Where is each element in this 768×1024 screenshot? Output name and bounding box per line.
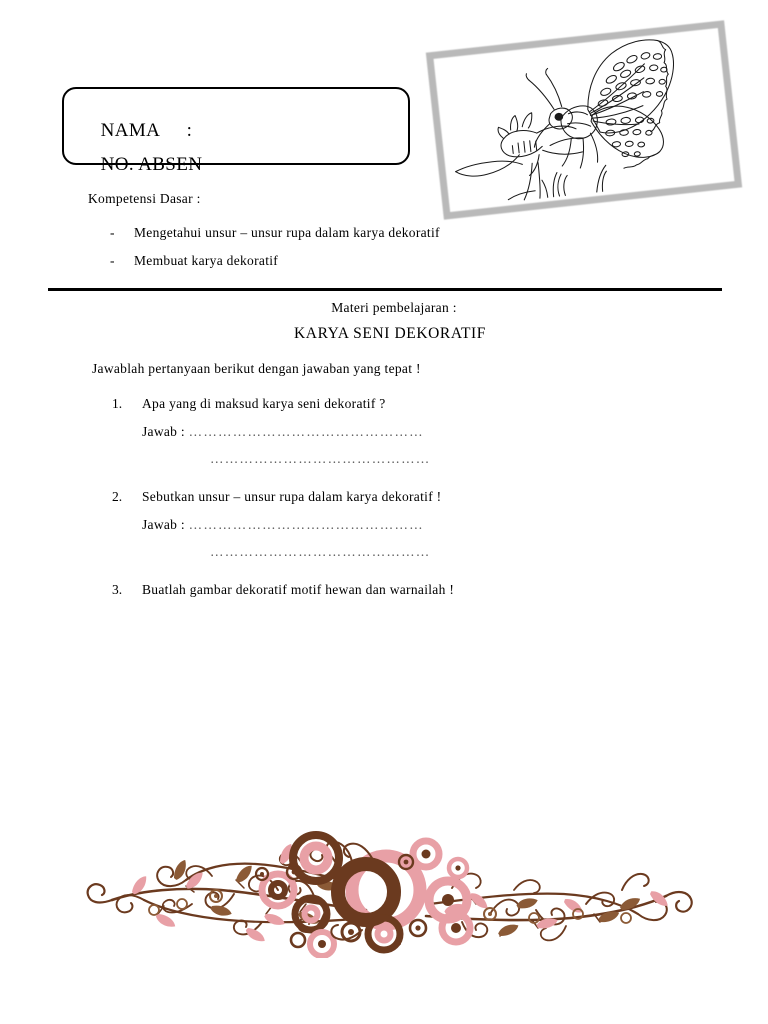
question-item	[112, 582, 612, 598]
question-number: 1.	[112, 396, 123, 411]
question-number: 2.	[112, 489, 123, 504]
question-text: Sebutkan unsur – unsur rupa dalam karya dekoratif !	[142, 489, 442, 504]
floral-ornament	[66, 818, 706, 958]
instruction-text: Jawablah pertanyaan berikut dengan jawaban yang tepat !	[92, 361, 421, 376]
question-list	[112, 396, 612, 598]
name-colon: :	[186, 120, 193, 141]
answer-line	[142, 517, 612, 533]
butterfly-photo-card	[426, 20, 742, 219]
material-title: KARYA SENI DEKORATIF	[294, 325, 486, 342]
competency-block	[88, 191, 508, 281]
question-item	[112, 396, 612, 467]
answer-label: Jawab :	[142, 517, 189, 532]
answer-line-continued: ………………………………………	[210, 544, 431, 559]
answer-dots: …………………………………………	[188, 517, 424, 532]
competency-list	[88, 225, 508, 269]
name-label: NAMA	[100, 120, 161, 141]
answer-dots: …………………………………………	[188, 424, 424, 439]
absen-label: NO. ABSEN	[100, 154, 203, 175]
answer-line	[142, 424, 612, 440]
question-text: Buatlah gambar dekoratif motif hewan dan warnailah !	[142, 582, 455, 597]
question-item	[112, 489, 612, 560]
question-number: 3.	[112, 582, 123, 597]
butterfly-illustration	[434, 28, 735, 212]
competency-item-label: Mengetahui unsur – unsur rupa dalam karya dekoratif	[134, 225, 440, 240]
student-info-box	[62, 87, 410, 175]
competency-title: Kompetensi Dasar :	[88, 191, 201, 206]
competency-item	[88, 225, 508, 241]
competency-item	[88, 253, 508, 269]
bullet-dash: -	[110, 253, 115, 268]
material-label: Materi pembelajaran :	[331, 300, 457, 315]
competency-item-label: Membuat karya dekoratif	[134, 253, 279, 268]
question-text: Apa yang di maksud karya seni dekoratif ?	[142, 396, 386, 411]
horizontal-divider	[48, 288, 722, 291]
answer-line-continued: ………………………………………	[210, 451, 431, 466]
absen-field-row	[80, 132, 202, 198]
answer-label: Jawab :	[142, 424, 189, 439]
bullet-dash: -	[110, 225, 115, 240]
